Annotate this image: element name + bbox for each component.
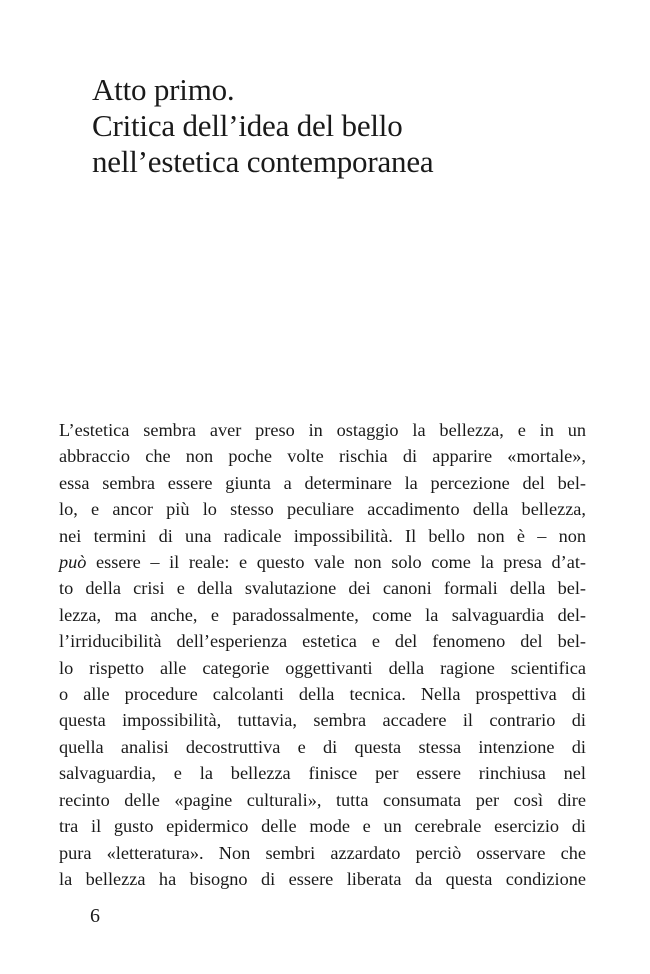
text-line: to della crisi e della svalutazione dei canoni formali della bel-: [59, 578, 586, 599]
text-line: essa sembra essere giunta a determinare la percezione del bel-: [59, 472, 586, 493]
text-line: nei termini di una radicale impossibilità. Il bello non è – non: [59, 525, 586, 546]
chapter-title: [92, 72, 592, 180]
text-line: lo, e ancor più lo stesso peculiare accadimento della bellezza,: [59, 499, 586, 520]
text-line: L’estetica sembra aver preso in ostaggio la bellezza, e in un: [59, 420, 586, 440]
page-number: 6: [90, 905, 100, 927]
chapter-title-line-2: Critica dell’idea del bello: [92, 108, 403, 143]
text-line: l’irriducibilità dell’esperienza estetica e del fenomeno del bel-: [59, 631, 586, 652]
text-line: o alle procedure calcolanti della tecnica. Nella prospettiva di: [59, 684, 586, 705]
text-line: lezza, ma anche, e paradossalmente, come la salvaguardia del-: [59, 604, 586, 625]
text-line: quella analisi decostruttiva e di questa stessa intenzione di: [59, 736, 586, 757]
text-line: lo rispetto alle categorie oggettivanti della ragione scientifica: [59, 657, 586, 678]
chapter-title-line-3: nell’estetica contemporanea: [92, 144, 434, 179]
italic-word: può: [59, 552, 87, 573]
chapter-title-line-1: Atto primo.: [92, 72, 235, 107]
text-line: la bellezza ha bisogno di essere liberata da questa condizione: [59, 868, 586, 889]
text-line: questa impossibilità, tuttavia, sembra accadere il contrario di: [59, 710, 586, 731]
text-line-with-italic: [59, 549, 586, 575]
text-line: pura «letteratura». Non sembri azzardato perciò osservare che: [59, 842, 586, 863]
text-line: tra il gusto epidermico delle mode e un cerebrale esercizio di: [59, 816, 586, 837]
body-paragraph: [59, 417, 586, 892]
text-line: salvaguardia, e la bellezza finisce per essere rinchiusa nel: [59, 763, 586, 784]
text-line: abbraccio che non poche volte rischia di apparire «mortale»,: [59, 446, 586, 467]
text-line-rest: essere – il reale: e questo vale non solo come la presa d’at-: [96, 552, 586, 573]
text-line: recinto delle «pagine culturali», tutta consumata per così dire: [59, 789, 586, 810]
